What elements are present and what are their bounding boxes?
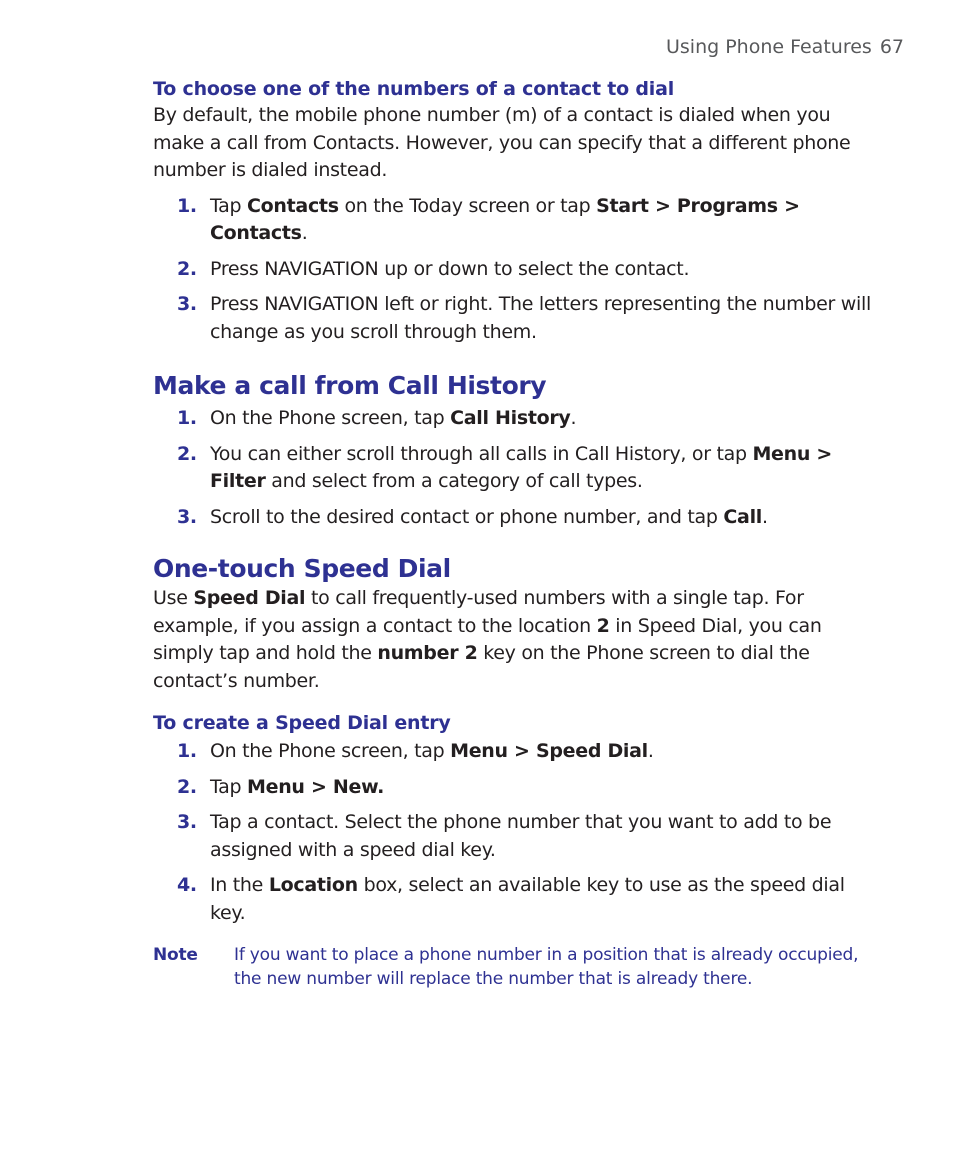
step-number: 3. [177,505,197,528]
list-item [153,809,873,864]
step-text: . [301,222,308,244]
step-bold: Contacts [247,194,339,217]
choose-number-heading: To choose one of the numbers of a contact to dial [153,78,675,100]
step-number: 3. [177,811,197,833]
call-history-steps [153,405,873,531]
step-bold: Call History [450,407,571,429]
intro-text: Use [153,587,194,609]
call-history-heading: Make a call from Call History [153,371,547,400]
intro-bold: number 2 [377,642,478,664]
step-text: You can either scroll through all calls in Call History, or tap [210,442,753,465]
step-text: . [762,505,768,528]
step-text: In the [210,874,269,896]
step-bold: Start > Programs > Contacts [210,194,800,244]
list-item [153,738,873,766]
speed-dial-intro [153,585,873,695]
step-number: 1. [177,407,197,429]
step-text: Press NAVIGATION up or down to select the contact. [210,257,690,280]
step-bold: Menu > New. [247,775,385,798]
create-speed-dial-heading: To create a Speed Dial entry [153,712,451,734]
step-number: 1. [177,740,197,762]
step-bold: Menu > Filter [210,442,833,492]
list-item [153,441,873,496]
step-text: on the Today screen or tap [338,194,597,217]
step-number: 2. [177,775,197,798]
choose-number-steps [153,193,873,347]
step-number: 3. [177,293,197,315]
speed-dial-heading: One-touch Speed Dial [153,554,451,583]
intro-text: in Speed Dial, you can simply tap and hold the [153,614,822,664]
list-item [153,504,873,532]
intro-text: to call frequently-used numbers with a single tap. For example, if you assign a contact to the location [153,587,804,637]
step-number: 1. [177,194,197,217]
step-text: Tap [210,775,248,798]
step-number: 2. [177,442,197,465]
list-item [153,256,873,284]
running-header [666,36,904,58]
intro-bold: 2 [596,614,610,637]
section-title: Using Phone Features [665,36,872,58]
step-text: box, select an available key to use as the speed dial key. [210,874,845,924]
list-item [153,193,873,248]
step-text: . [570,407,577,429]
list-item [153,405,873,433]
choose-number-intro: By default, the mobile phone number (m) of a contact is dialed when you make a call from Contacts. However, you can specify that a different phone number is dialed instead. [153,104,851,181]
page-number: 67 [879,36,904,58]
step-number: 4. [177,874,197,896]
note-text: If you want to place a phone number in a position that is already occupied, the new number will replace the number that is already there. [234,945,859,989]
intro-text: key on the Phone screen to dial the contact’s number. [153,642,810,692]
step-text: Scroll to the desired contact or phone number, and tap [210,505,724,528]
step-bold: Location [268,874,358,896]
note-box [153,943,873,991]
step-text: . [647,740,654,762]
list-item [153,774,873,802]
step-bold: Call [723,505,762,528]
step-text: On the Phone screen, tap [210,407,451,429]
note-label: Note [153,945,198,965]
list-item [153,872,873,927]
step-text: and select from a category of call types. [265,470,643,492]
step-bold: Menu > Speed Dial [450,740,648,762]
page-content [153,76,873,991]
list-item [153,291,873,346]
speed-dial-steps [153,738,873,927]
step-text: On the Phone screen, tap [210,740,451,762]
step-text: Tap [210,194,248,217]
step-number: 2. [177,257,197,280]
step-text: Tap a contact. Select the phone number that you want to add to be assigned with a speed dial key. [210,811,832,861]
intro-bold: Speed Dial [193,587,306,609]
step-text: Press NAVIGATION left or right. The letters representing the number will change as you scroll through them. [210,293,871,343]
